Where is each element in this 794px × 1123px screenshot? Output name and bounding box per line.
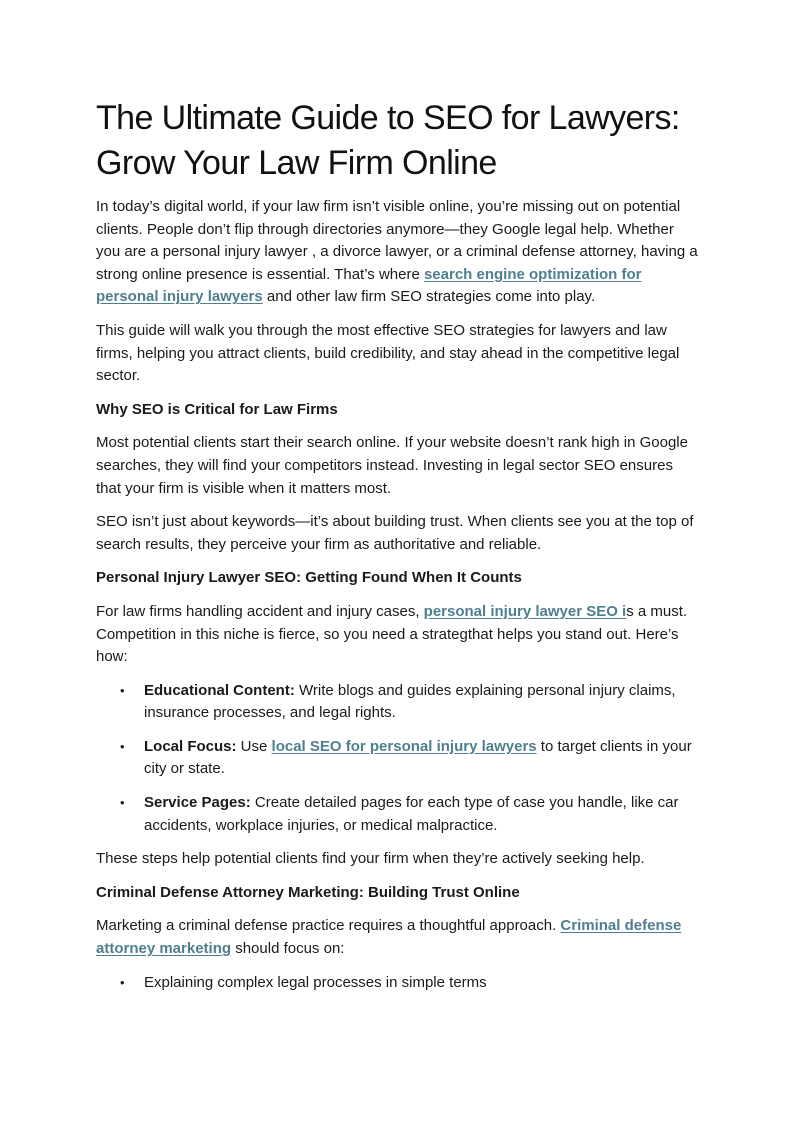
intro-text-2: and other law firm SEO strategies come into play. <box>262 288 596 306</box>
list-item-label: Local Focus: <box>144 737 237 755</box>
list-item-local-focus <box>120 736 698 781</box>
section-heading-personal-injury: Personal Injury Lawyer SEO: Getting Found When It Counts <box>96 569 522 587</box>
section-heading-criminal-defense: Criminal Defense Attorney Marketing: Building Trust Online <box>96 883 520 901</box>
criminal-defense-intro <box>96 915 698 960</box>
page-title <box>96 96 698 186</box>
section-heading-why-seo: Why SEO is Critical for Law Firms <box>96 400 338 418</box>
list-item-label: Educational Content: <box>144 681 295 699</box>
list-item-text-before: Use <box>236 737 272 755</box>
list-item-label: Service Pages: <box>144 794 251 812</box>
list-item-text: Explaining complex legal processes in simple terms <box>144 973 487 991</box>
list-item-text: Create detailed pages for each type of case you handle, like car accidents, workplace injuries, or medical malpractice. <box>144 794 679 834</box>
local-seo-link[interactable]: local SEO for personal injury lawyers <box>271 737 537 755</box>
list-item-text: Write blogs and guides explaining personal injury claims, insurance processes, and legal rights. <box>144 681 676 722</box>
personal-injury-list <box>96 680 698 838</box>
intro-paragraph <box>96 196 698 309</box>
list-item-educational-content <box>120 680 698 725</box>
bullet-icon: • <box>120 974 125 990</box>
guide-paragraph: This guide will walk you through the most effective SEO strategies for lawyers and law firms, helping you attract clients, build credibility, and stay ahead in the competitive legal sector. <box>96 321 680 385</box>
title-line-1: The Ultimate Guide to SEO for Lawyers: <box>96 99 680 137</box>
bullet-icon: • <box>120 738 125 754</box>
personal-injury-intro <box>96 601 698 669</box>
list-item-explaining-processes <box>120 972 698 995</box>
bullet-icon: • <box>120 795 125 811</box>
personal-injury-closing: These steps help potential clients find your firm when they’re actively seeking help. <box>96 850 645 868</box>
criminal-defense-marketing-link[interactable]: Criminal defense attorney marketing <box>96 917 682 958</box>
pi-intro-text-2: s a must. Competition in this niche is fierce, so you need a strategthat helps you stand out. Here’s how: <box>96 602 688 666</box>
why-seo-paragraph-2: SEO isn’t just about keywords—it’s about building trust. When clients see you at the top of search results, they perceive your firm as authoritative and reliable. <box>96 513 694 553</box>
list-item-text-after: to target clients in your city or state. <box>144 737 692 778</box>
criminal-defense-list <box>96 972 698 995</box>
list-item-service-pages <box>120 792 698 837</box>
seo-personal-injury-link[interactable]: search engine optimization for personal injury lawyers <box>96 265 642 306</box>
why-seo-paragraph-1: Most potential clients start their search online. If your website doesn’t rank high in Google searches, they will find your competitors instead. Investing in legal sector SEO ensures that your firm is visible when it matters most. <box>96 434 688 497</box>
intro-text-1: In today’s digital world, if your law firm isn’t visible online, you’re missing out on potential clients. People don’t flip through directories anymore—they Google legal help. Whether you are a personal injury lawyer , a divorce lawyer, or a criminal defense attorney, having a strong online presence is essential. That’s where <box>96 198 698 283</box>
personal-injury-seo-link[interactable]: personal injury lawyer SEO i <box>423 602 627 620</box>
pi-intro-text-1: For law firms handling accident and injury cases, <box>96 602 424 620</box>
cd-intro-text-1: Marketing a criminal defense practice requires a thoughtful approach. <box>96 917 561 935</box>
cd-intro-text-2: should focus on: <box>231 940 345 958</box>
title-line-2: Grow Your Law Firm Online <box>96 144 497 182</box>
bullet-icon: • <box>120 682 125 698</box>
